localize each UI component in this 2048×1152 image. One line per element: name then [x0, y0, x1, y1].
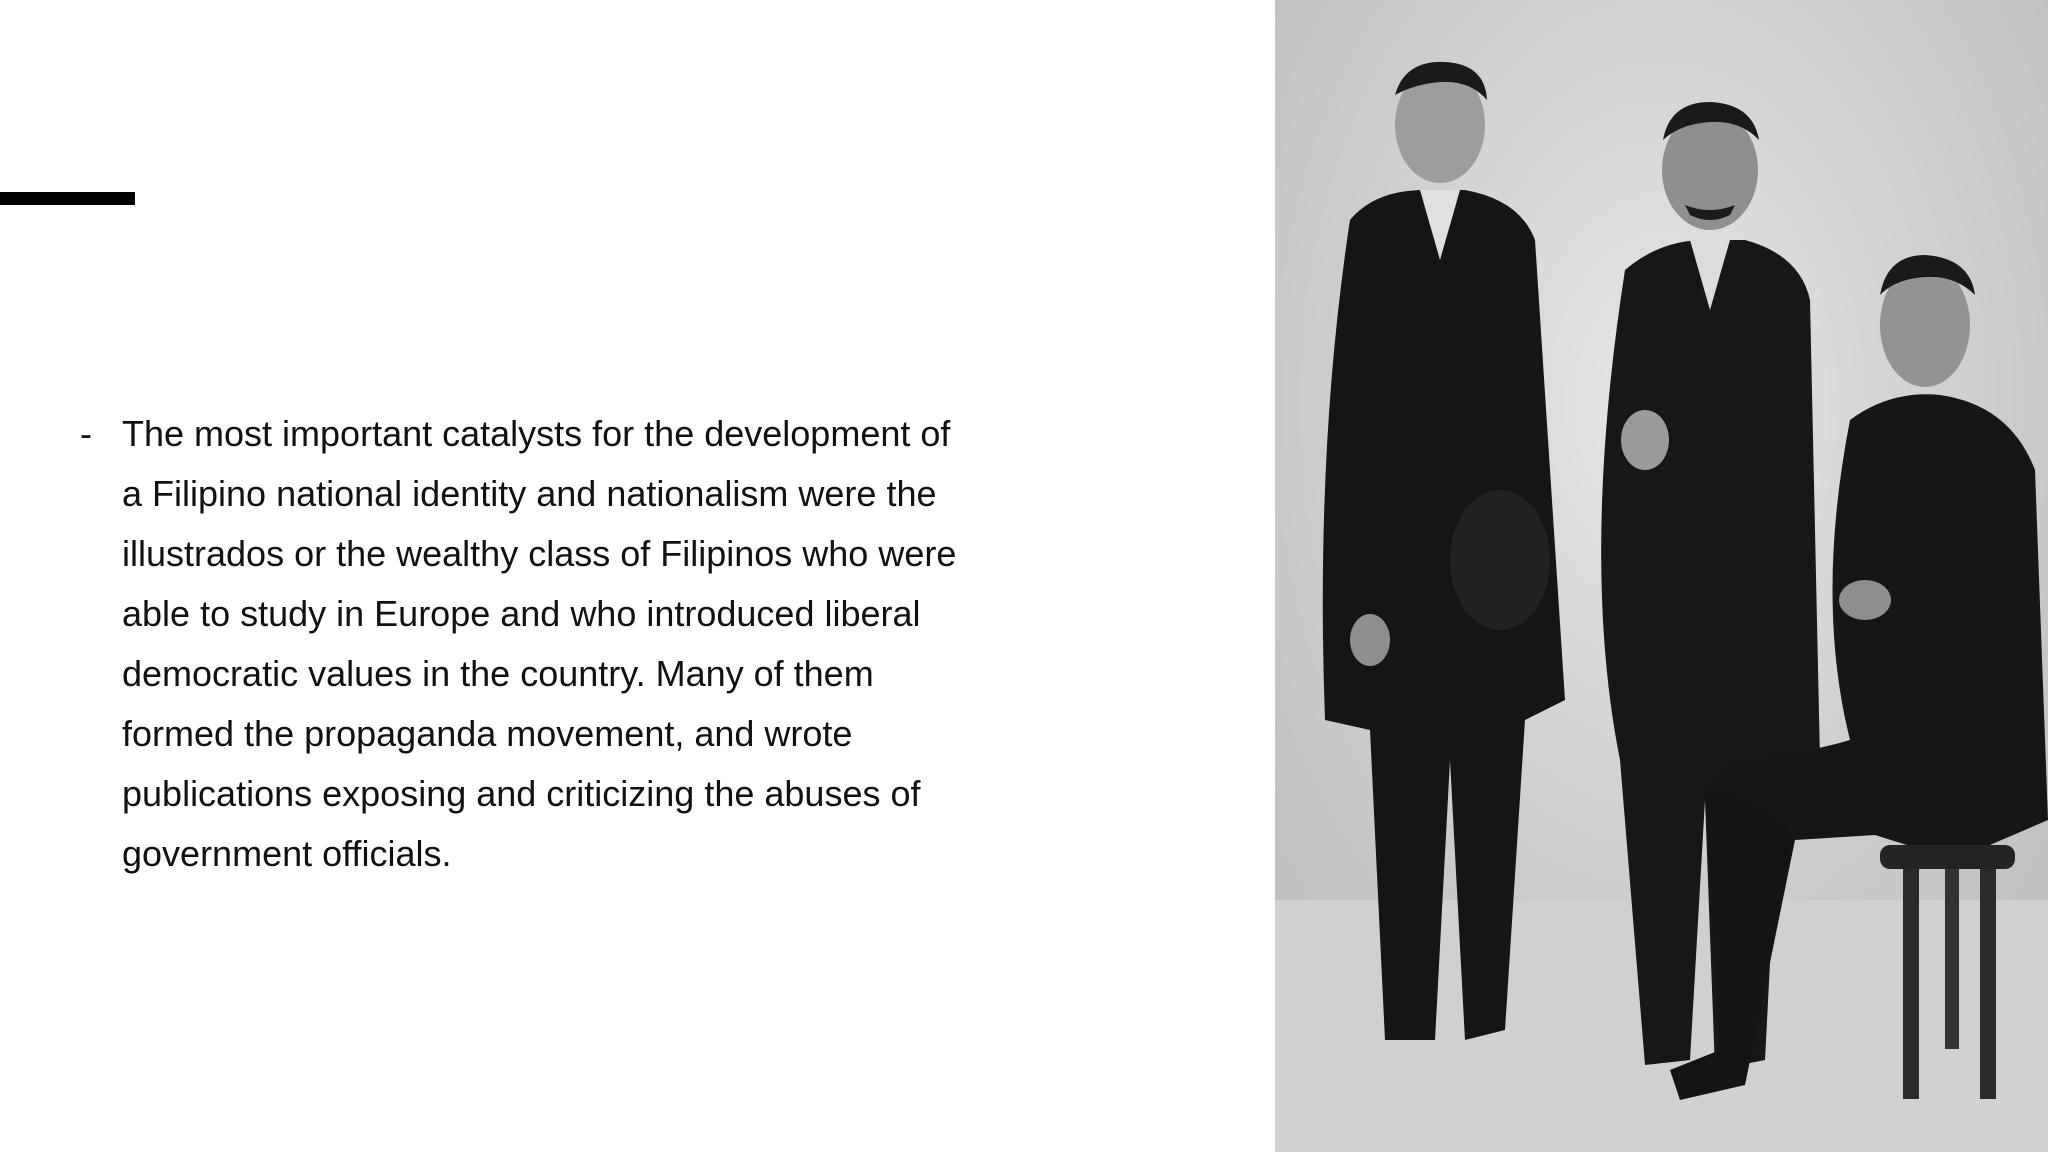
- three-men-photo-icon: [1275, 0, 2048, 1152]
- bullet-marker: -: [80, 413, 92, 454]
- accent-bar: [0, 192, 135, 205]
- historical-photo: [1275, 0, 2048, 1152]
- bullet-item: [80, 404, 960, 884]
- text-block: [80, 404, 960, 884]
- bullet-text: The most important catalysts for the development of a Filipino national identity and nationalism were the illustrados or the wealthy class of Filipinos who were able to study in Europe and who introduced liberal democratic values in the country. Many of them formed the propaganda movement, and wrote publications exposing and criticizing the abuses of government officials.: [122, 413, 957, 874]
